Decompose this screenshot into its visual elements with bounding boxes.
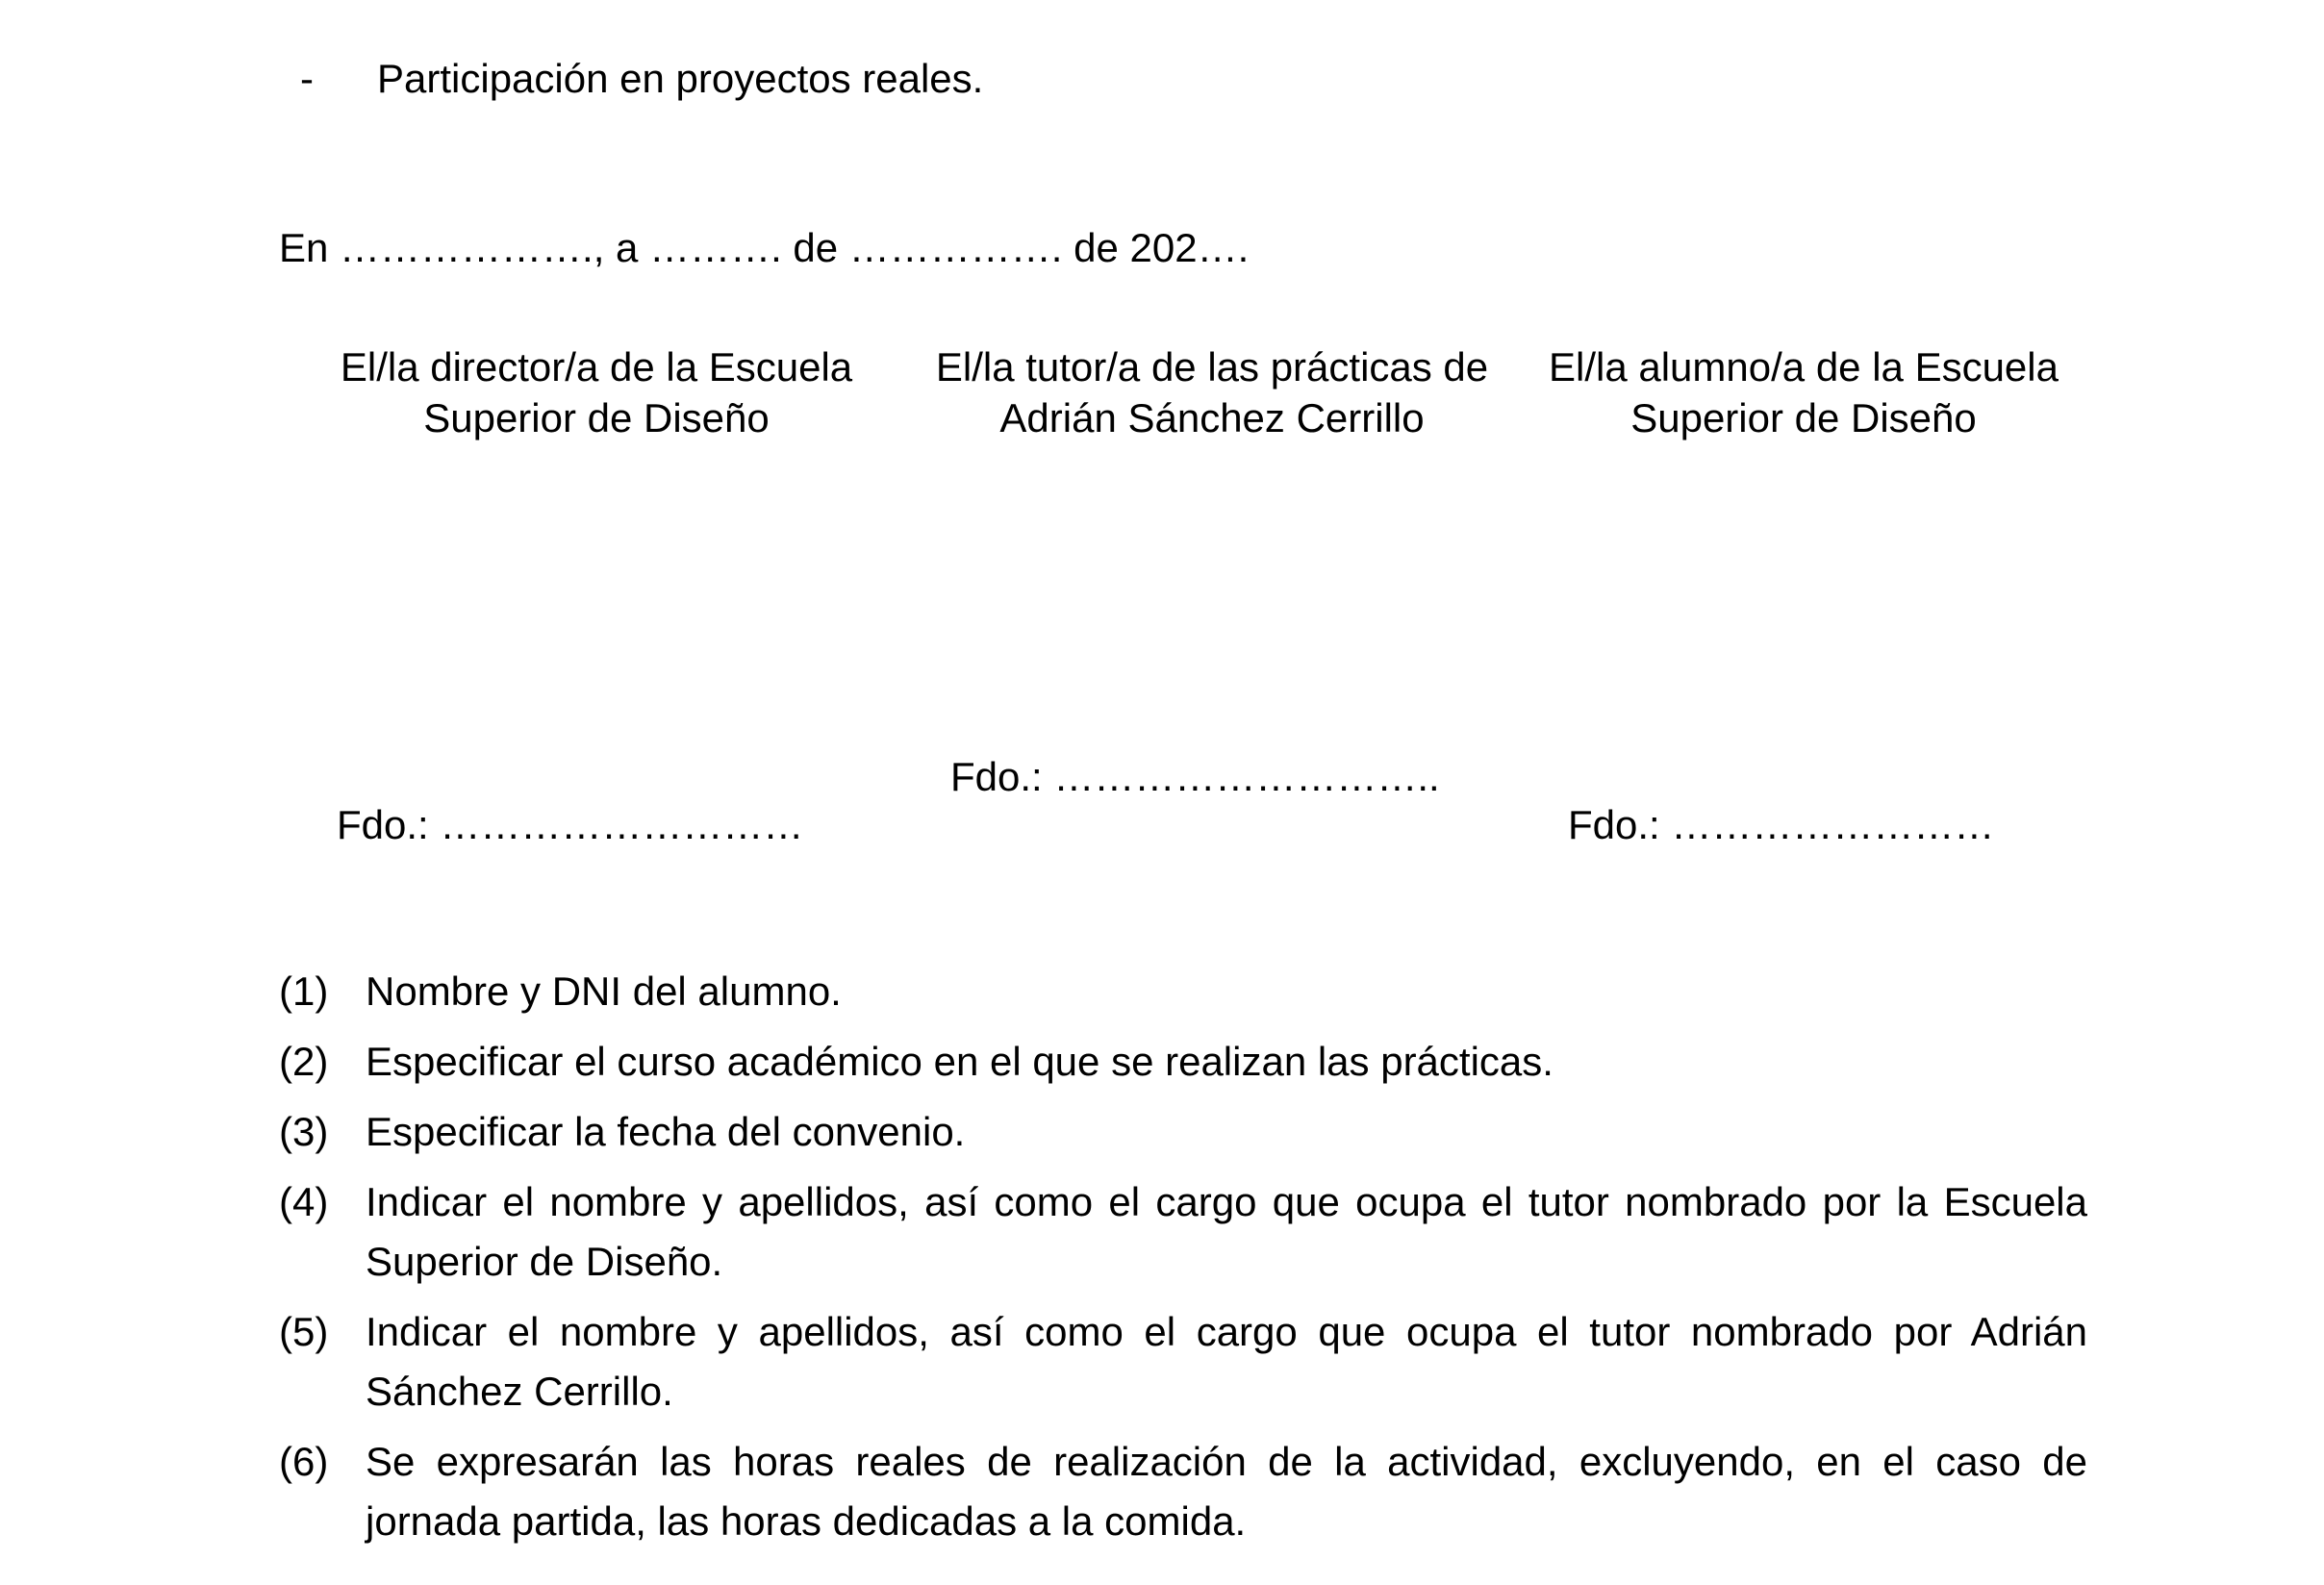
footnote-item	[279, 1032, 2087, 1092]
bullet-item-text: Participación en proyectos reales.	[377, 56, 984, 101]
footnote-number: (4)	[279, 1179, 329, 1224]
signature-title-director: El/la director/a de la Escuela Superior de Diseño	[340, 344, 853, 440]
footnote-text: Especificar el curso académico en el que se realizan las prácticas.	[366, 1039, 1554, 1084]
footnote-number: (5)	[279, 1309, 329, 1354]
footnote-text: Indicar el nombre y apellidos, así como el cargo que ocupa el tutor nombrado por la Escuela Superior de Diseño.	[366, 1179, 2087, 1284]
footnote-item	[279, 1302, 2087, 1421]
signature-title-tutor: El/la tutor/a de las prácticas de Adrián Sánchez Cerrillo	[935, 344, 1489, 440]
place-date-line: En ………………., a ………. de ……………. de 202….	[279, 225, 1250, 270]
list-bullet-dash: -	[300, 56, 314, 101]
footnote-text: Indicar el nombre y apellidos, así como el cargo que ocupa el tutor nombrado por Adrián Sánchez Cerrillo.	[366, 1309, 2087, 1414]
signature-line-director: Fdo.: ………………………	[337, 802, 804, 847]
footnote-item	[279, 962, 2087, 1021]
footnote-number: (2)	[279, 1039, 329, 1084]
footnote-text: Se expresarán las horas reales de realización de la actividad, excluyendo, en el caso de jornada partida, las horas dedicadas a la comida.	[366, 1439, 2087, 1544]
signature-title-student: El/la alumno/a de la Escuela Superior de Diseño	[1549, 344, 2059, 440]
footnote-item	[279, 1172, 2087, 1292]
footnote-text: Nombre y DNI del alumno.	[366, 969, 842, 1014]
signature-line-tutor: Fdo.: ………………………..	[950, 754, 1440, 799]
footnote-text: Especificar la fecha del convenio.	[366, 1109, 966, 1154]
footnote-number: (1)	[279, 969, 329, 1014]
footnote-number: (6)	[279, 1439, 329, 1484]
footnote-item	[279, 1102, 2087, 1162]
footnote-number: (3)	[279, 1109, 329, 1154]
signature-line-student: Fdo.: ……………………	[1568, 802, 1995, 847]
footnotes-list	[279, 962, 2087, 1562]
footnote-item	[279, 1432, 2087, 1551]
